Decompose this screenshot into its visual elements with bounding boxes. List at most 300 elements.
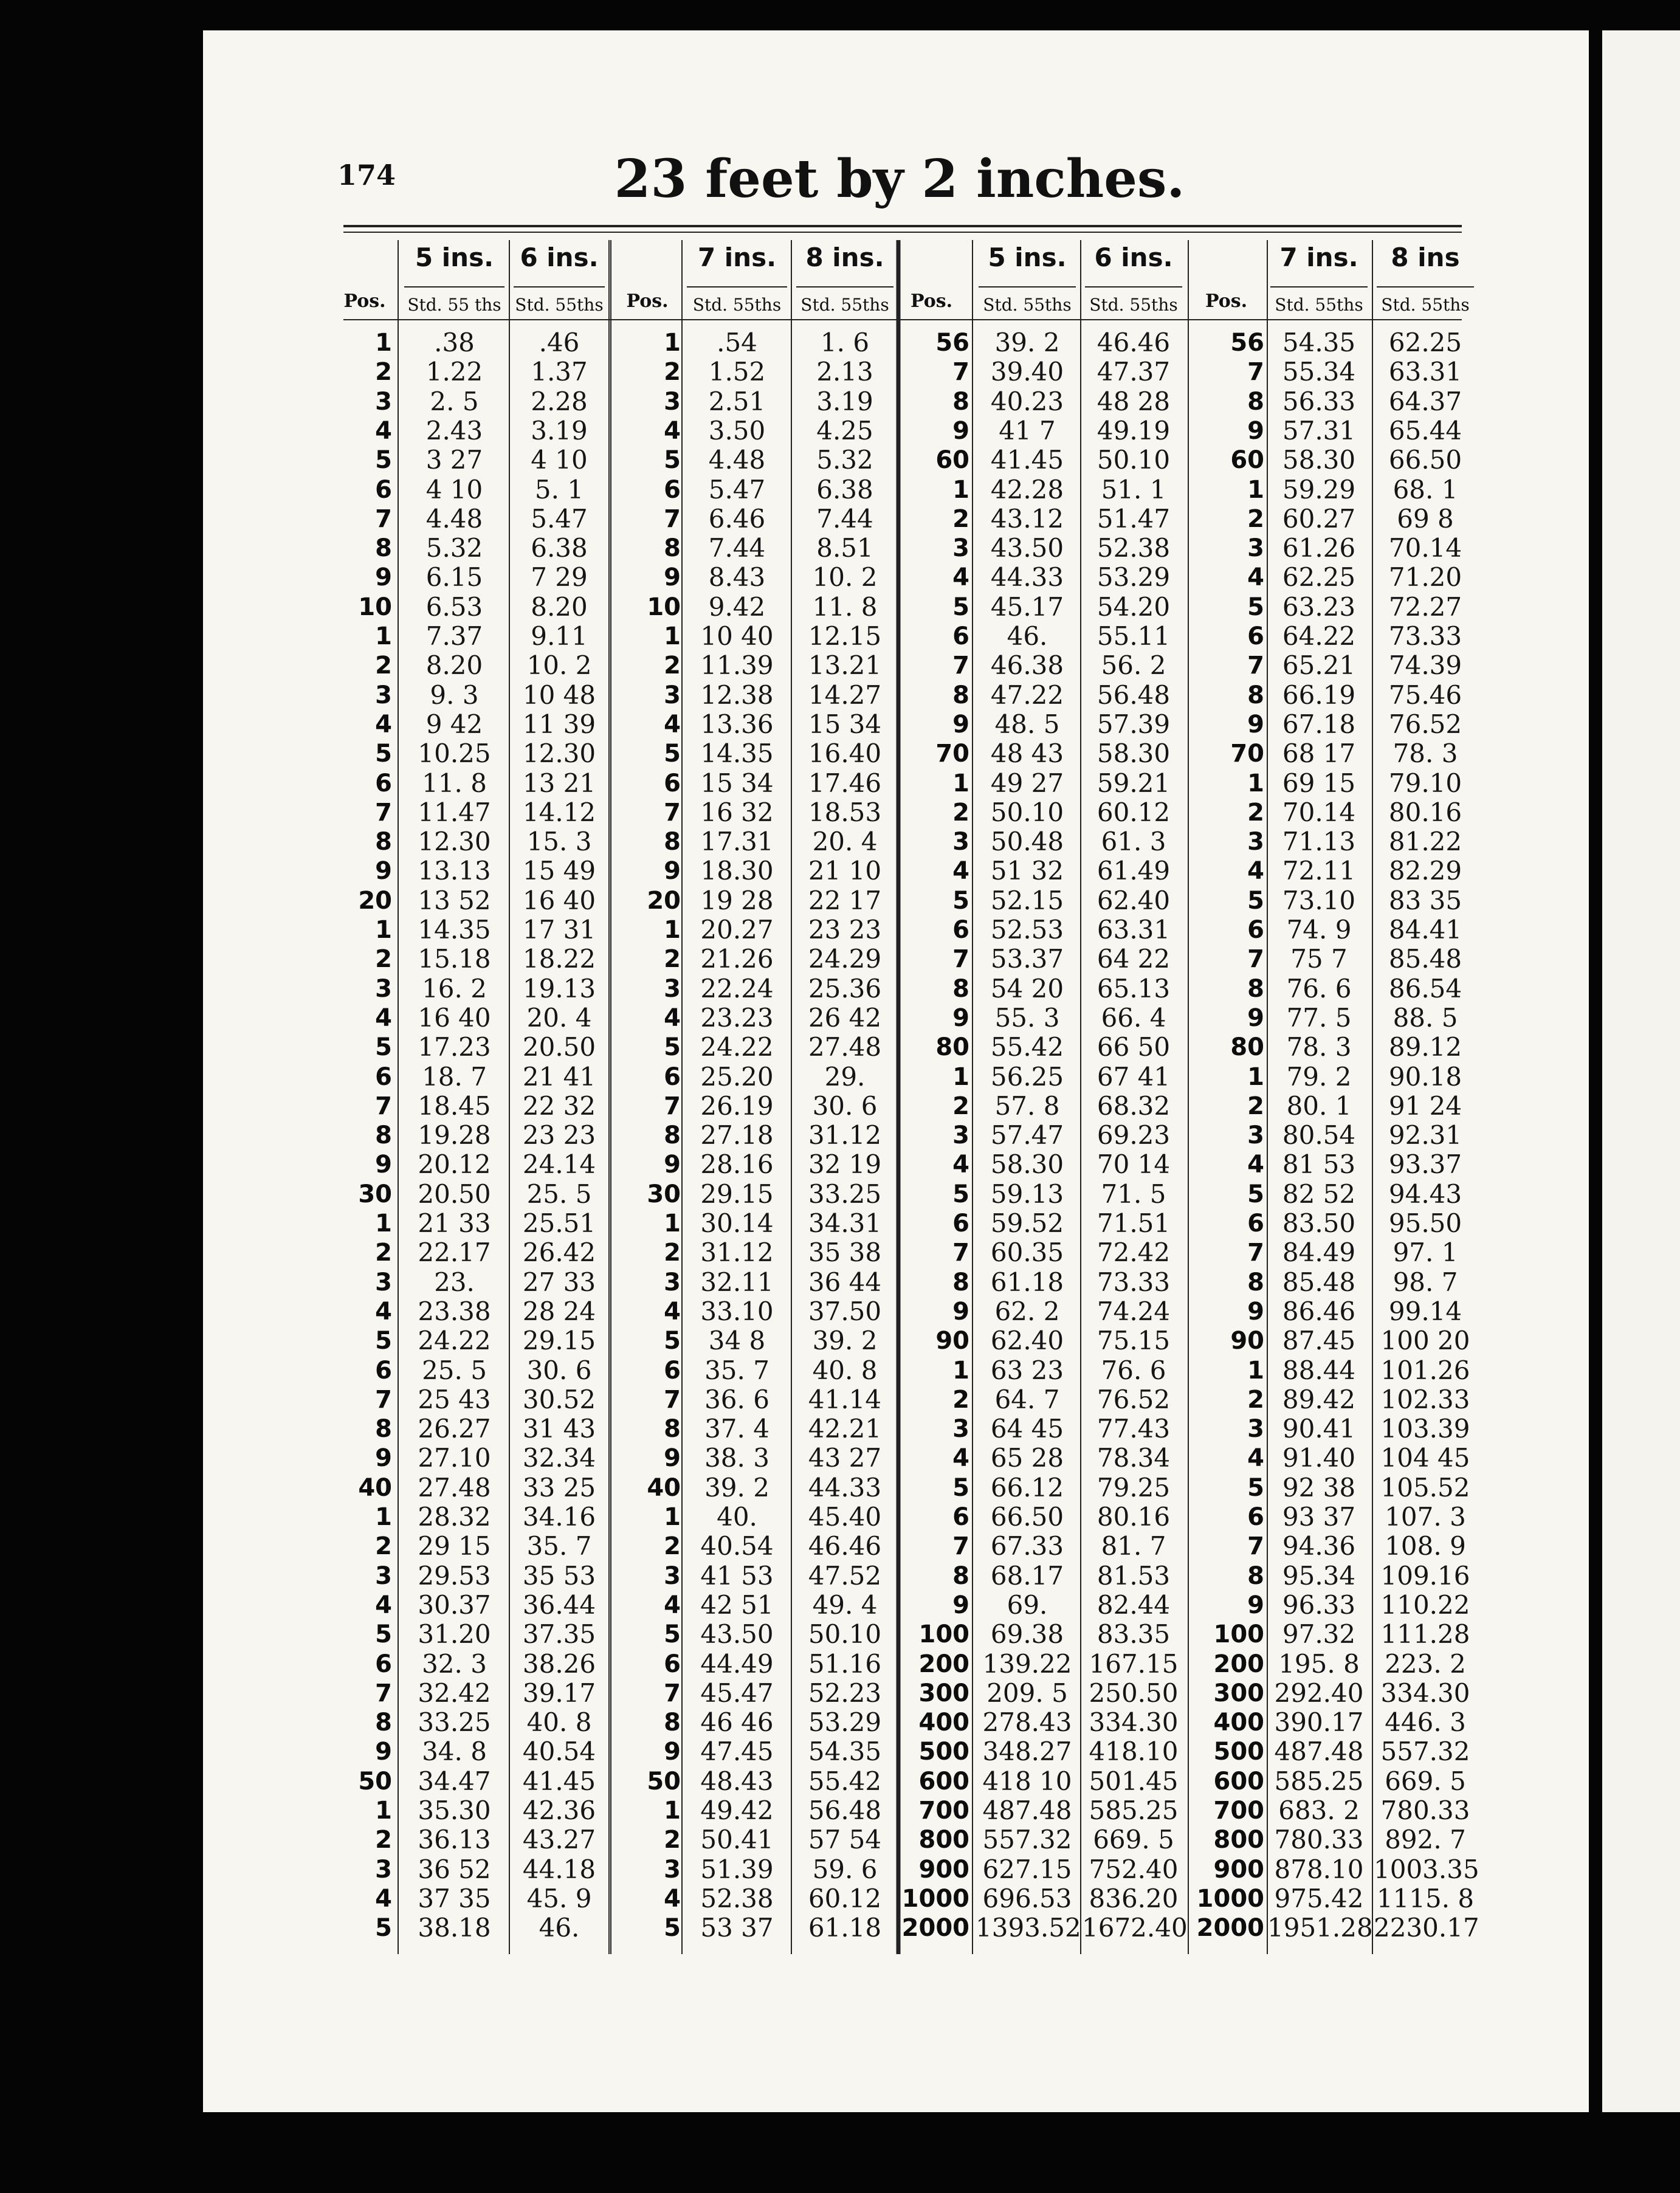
row-position: 7 [375, 1679, 392, 1707]
row-value: 52.38 [700, 1883, 774, 1913]
row-position: 5 [1247, 886, 1264, 915]
page-number: 174 [337, 159, 396, 191]
row-value: 50.41 [700, 1825, 774, 1855]
row-value: 111.28 [1380, 1619, 1470, 1650]
row-position: 4 [375, 1004, 392, 1032]
row-value: 24.22 [700, 1032, 774, 1062]
row-value: 32.34 [522, 1443, 596, 1473]
row-value: 27.18 [700, 1120, 774, 1151]
row-value: 83 35 [1388, 885, 1462, 915]
row-position: 5 [375, 1914, 392, 1943]
row-position: 4 [952, 1444, 969, 1473]
row-value: 139.22 [982, 1648, 1072, 1679]
row-value: 1003.35 [1374, 1854, 1479, 1884]
row-position: 100 [1213, 1620, 1264, 1649]
row-position: 5 [664, 1033, 681, 1062]
row-position: 1 [664, 622, 681, 650]
row-value: 51.39 [700, 1854, 774, 1884]
row-position: 1 [1247, 1356, 1264, 1385]
row-value: 78.34 [1096, 1443, 1171, 1473]
row-position: 2000 [1196, 1914, 1264, 1943]
row-value: 92.31 [1388, 1120, 1462, 1151]
row-position: 5 [1247, 1473, 1264, 1502]
row-position: 1000 [901, 1884, 969, 1913]
row-value: 55. 3 [994, 1002, 1060, 1033]
row-value: 14.12 [522, 797, 596, 827]
row-value: 79.25 [1096, 1472, 1171, 1503]
row-value: 30.52 [522, 1384, 596, 1414]
pos-header: Pos. [626, 291, 669, 312]
row-position: 5 [375, 1033, 392, 1062]
row-value: 57.39 [1096, 709, 1171, 739]
row-value: 1.37 [531, 357, 588, 387]
row-value: 9.42 [708, 591, 766, 622]
column-size-header: 6 ins. [1094, 243, 1173, 272]
row-value: 52.53 [990, 915, 1064, 945]
row-value: 47.45 [700, 1737, 774, 1767]
row-value: 69 8 [1397, 503, 1454, 534]
row-position: 1 [952, 1062, 969, 1091]
row-value: 56. 2 [1101, 650, 1166, 681]
row-value: 30. 6 [526, 1355, 592, 1385]
row-value: 54.35 [808, 1737, 882, 1767]
row-value: 52.23 [808, 1678, 882, 1708]
row-position: 10 [647, 593, 681, 621]
row-value: 73.10 [1282, 885, 1356, 915]
row-position: 3 [664, 681, 681, 709]
row-value: 18.53 [808, 797, 882, 827]
row-value: 95.50 [1388, 1208, 1462, 1238]
row-position: 5 [375, 740, 392, 768]
row-value: 53.29 [808, 1707, 882, 1738]
row-position: 1 [952, 769, 969, 797]
row-value: 2230.17 [1374, 1913, 1479, 1943]
row-value: 11.47 [418, 797, 491, 827]
row-position: 2 [664, 652, 681, 680]
row-value: 97.32 [1282, 1619, 1356, 1650]
row-value: 80.16 [1096, 1502, 1171, 1532]
row-position: 2 [664, 945, 681, 974]
row-value: 48 28 [1096, 386, 1171, 416]
row-position: 7 [952, 358, 969, 387]
row-position: 8 [952, 1561, 969, 1590]
row-value: 6.38 [816, 474, 873, 504]
row-value: 81 53 [1282, 1149, 1356, 1180]
pos-header: Pos. [910, 291, 953, 312]
row-value: 43.50 [700, 1619, 774, 1650]
row-value: 81.53 [1096, 1560, 1171, 1591]
row-position: 5 [664, 1914, 681, 1943]
row-value: 77. 5 [1286, 1002, 1352, 1033]
row-value: 26.42 [522, 1238, 596, 1268]
row-position: 3 [952, 828, 969, 856]
row-position: 2 [375, 1239, 392, 1267]
row-value: 35 53 [522, 1560, 596, 1591]
row-value: 70.14 [1282, 797, 1356, 827]
row-value: 669. 5 [1385, 1766, 1466, 1796]
row-value: 40. [717, 1502, 757, 1532]
row-value: 44.33 [808, 1472, 882, 1503]
row-value: 7.44 [816, 503, 873, 534]
row-value: 30.14 [700, 1208, 774, 1238]
row-position: 1 [375, 1503, 392, 1531]
row-value: 68.17 [990, 1560, 1064, 1591]
row-value: 878.10 [1274, 1854, 1364, 1884]
row-value: 22 17 [808, 885, 882, 915]
row-position: 9 [664, 1151, 681, 1179]
row-value: 41 7 [999, 415, 1056, 446]
row-position: 1 [1247, 475, 1264, 504]
row-value: 91.40 [1282, 1443, 1356, 1473]
row-value: 4.25 [816, 415, 873, 446]
row-position: 8 [375, 534, 392, 563]
row-position: 1 [664, 1797, 681, 1825]
row-position: 1 [1247, 1062, 1264, 1091]
row-value: 64.37 [1388, 386, 1462, 416]
row-position: 300 [1213, 1679, 1264, 1707]
row-value: 4 10 [425, 474, 483, 504]
row-value: 48 43 [990, 738, 1064, 769]
row-position: 2 [1247, 798, 1264, 827]
row-value: 24.29 [808, 944, 882, 974]
row-value: 79.10 [1388, 768, 1462, 798]
row-value: 47.22 [990, 680, 1064, 710]
row-value: 29 15 [418, 1531, 491, 1561]
row-position: 8 [1247, 681, 1264, 709]
row-value: 56.48 [808, 1795, 882, 1825]
row-position: 1 [375, 622, 392, 650]
row-value: .46 [539, 328, 580, 357]
row-position: 4 [952, 857, 969, 886]
row-value: 18.45 [418, 1090, 491, 1121]
row-value: 59.52 [990, 1208, 1064, 1238]
row-position: 4 [1247, 1151, 1264, 1179]
row-position: 6 [952, 1503, 969, 1531]
row-value: 195. 8 [1278, 1648, 1360, 1679]
row-value: 7.44 [708, 533, 766, 563]
row-value: 46.38 [990, 650, 1064, 681]
row-position: 1 [1247, 769, 1264, 797]
row-value: 70 14 [1096, 1149, 1171, 1180]
row-position: 9 [1247, 416, 1264, 445]
row-value: 585.25 [1089, 1795, 1179, 1825]
row-value: 14.27 [808, 680, 882, 710]
row-value: 94.43 [1388, 1179, 1462, 1209]
row-value: 6.46 [708, 503, 766, 534]
row-value: 334.30 [1089, 1707, 1179, 1738]
row-value: 88. 5 [1393, 1002, 1458, 1033]
row-position: 2 [664, 1826, 681, 1854]
column-unit-header: Std. 55ths [800, 295, 889, 315]
row-value: 48.43 [700, 1766, 774, 1796]
row-value: 683. 2 [1278, 1795, 1360, 1825]
row-position: 4 [1247, 857, 1264, 886]
row-value: 51 32 [990, 856, 1064, 886]
row-value: 11.39 [700, 650, 774, 681]
row-value: 45.40 [808, 1502, 882, 1532]
row-position: 8 [1247, 1561, 1264, 1590]
row-position: 7 [952, 945, 969, 974]
row-position: 9 [664, 1444, 681, 1473]
row-position: 10 [358, 593, 392, 621]
row-value: 53 37 [700, 1913, 774, 1943]
row-position: 700 [918, 1797, 969, 1825]
row-position: 3 [1247, 534, 1264, 563]
row-value: 75.46 [1388, 680, 1462, 710]
row-position: 500 [918, 1738, 969, 1766]
pos-header: Pos. [343, 291, 386, 312]
row-position: 3 [375, 974, 392, 1003]
row-value: 82 52 [1282, 1179, 1356, 1209]
row-value: 47.52 [808, 1560, 882, 1591]
row-value: 2.13 [816, 357, 873, 387]
row-position: 5 [375, 1327, 392, 1355]
row-value: 37 35 [418, 1883, 491, 1913]
row-value: 50.10 [990, 797, 1064, 827]
row-position: 3 [952, 1121, 969, 1150]
row-value: 975.42 [1274, 1883, 1364, 1913]
row-value: 25.51 [522, 1208, 596, 1238]
row-value: 418.10 [1089, 1737, 1179, 1767]
pos-header: Pos. [1205, 291, 1248, 312]
row-value: 29.15 [700, 1179, 774, 1209]
row-value: 29. [824, 1061, 866, 1092]
row-position: 8 [664, 828, 681, 856]
row-value: 292.40 [1274, 1678, 1364, 1708]
row-value: 107. 3 [1385, 1502, 1466, 1532]
row-position: 6 [664, 475, 681, 504]
row-value: 3 27 [425, 445, 483, 475]
row-value: 41.14 [808, 1384, 882, 1414]
row-position: 6 [1247, 1503, 1264, 1531]
row-value: 22.17 [418, 1238, 491, 1268]
row-position: 40 [358, 1473, 392, 1502]
row-value: 54 20 [990, 973, 1064, 1004]
row-value: 6.38 [531, 533, 588, 563]
row-position: 9 [952, 1591, 969, 1619]
row-value: 40.23 [990, 386, 1064, 416]
row-value: 18.30 [700, 856, 774, 886]
row-value: 87.45 [1282, 1326, 1356, 1356]
row-position: 3 [664, 387, 681, 416]
row-value: 49.19 [1096, 415, 1171, 446]
row-value: 69. [1007, 1589, 1048, 1620]
row-value: 33 25 [522, 1472, 596, 1503]
row-position: 50 [358, 1767, 392, 1795]
row-value: 780.33 [1380, 1795, 1470, 1825]
row-value: 18.22 [522, 944, 596, 974]
row-value: 22 32 [522, 1090, 596, 1121]
row-position: 56 [1230, 329, 1264, 357]
row-position: 8 [375, 1415, 392, 1444]
row-value: 56.25 [990, 1061, 1064, 1092]
row-value: 71. 5 [1101, 1179, 1166, 1209]
row-position: 8 [952, 681, 969, 709]
row-value: 57.31 [1282, 415, 1356, 446]
row-value: 12.30 [522, 738, 596, 769]
row-position: 2 [375, 945, 392, 974]
row-value: 42.21 [808, 1414, 882, 1444]
row-value: 29.15 [522, 1326, 596, 1356]
row-value: 17.31 [700, 827, 774, 857]
row-position: 8 [1247, 387, 1264, 416]
row-value: 25.20 [700, 1061, 774, 1092]
row-value: 84.49 [1282, 1238, 1356, 1268]
row-value: 101.26 [1380, 1355, 1470, 1385]
row-value: 66.50 [990, 1502, 1064, 1532]
row-value: 61.18 [990, 1267, 1064, 1297]
row-value: 4.48 [425, 503, 483, 534]
row-position: 300 [918, 1679, 969, 1707]
row-value: 55.42 [990, 1032, 1064, 1062]
row-value: 81. 7 [1101, 1531, 1166, 1561]
row-value: 42.36 [522, 1795, 596, 1825]
column-size-header: 6 ins. [520, 243, 599, 272]
row-value: 96.33 [1282, 1589, 1356, 1620]
row-position: 4 [1247, 563, 1264, 592]
row-value: 1951.28 [1267, 1913, 1373, 1943]
row-value: 3.19 [531, 415, 588, 446]
row-value: 32.11 [700, 1267, 774, 1297]
row-value: 35. 7 [526, 1531, 592, 1561]
row-value: 80.54 [1282, 1120, 1356, 1151]
row-position: 6 [1247, 1210, 1264, 1238]
row-value: 90.41 [1282, 1414, 1356, 1444]
row-value: 74. 9 [1286, 915, 1352, 945]
row-value: 5.47 [531, 503, 588, 534]
row-position: 6 [664, 1062, 681, 1091]
row-value: 15 34 [808, 709, 882, 739]
row-position: 100 [918, 1620, 969, 1649]
row-value: 6.15 [425, 562, 483, 593]
row-position: 9 [664, 563, 681, 592]
row-value: 64.22 [1282, 621, 1356, 651]
row-value: 86.46 [1282, 1296, 1356, 1326]
row-value: 53.29 [1096, 562, 1171, 593]
row-value: 627.15 [982, 1854, 1072, 1884]
row-value: 68 17 [1282, 738, 1356, 769]
row-value: 17 31 [522, 915, 596, 945]
row-value: 48. 5 [994, 709, 1060, 739]
row-value: 67.18 [1282, 709, 1356, 739]
row-position: 70 [935, 740, 969, 768]
column-unit-header: Std. 55ths [1275, 295, 1363, 315]
row-position: 2 [664, 358, 681, 387]
column-unit-header: Std. 55 ths [407, 295, 501, 315]
row-position: 9 [952, 710, 969, 738]
row-value: 5.32 [425, 533, 483, 563]
row-value: 64 22 [1096, 944, 1171, 974]
row-value: 20.27 [700, 915, 774, 945]
row-position: 5 [664, 1327, 681, 1355]
row-value: 76.52 [1388, 709, 1462, 739]
row-value: 62.25 [1388, 328, 1462, 357]
row-position: 9 [1247, 1004, 1264, 1032]
row-position: 5 [664, 446, 681, 475]
row-position: 6 [375, 475, 392, 504]
row-value: 45.47 [700, 1678, 774, 1708]
row-value: 34.16 [522, 1502, 596, 1532]
row-value: 7.37 [425, 621, 483, 651]
row-value: 85.48 [1282, 1267, 1356, 1297]
row-value: 6.53 [425, 591, 483, 622]
row-value: 2.51 [708, 386, 766, 416]
row-value: 92 38 [1282, 1472, 1356, 1503]
row-position: 5 [664, 740, 681, 768]
row-position: 9 [664, 857, 681, 886]
row-value: 31.12 [808, 1120, 882, 1151]
row-value: 487.48 [1274, 1737, 1364, 1767]
row-value: 25 43 [418, 1384, 491, 1414]
row-position: 3 [1247, 1121, 1264, 1150]
row-value: 49.42 [700, 1795, 774, 1825]
row-position: 1 [375, 329, 392, 357]
row-position: 4 [952, 1151, 969, 1179]
row-position: 2 [1247, 504, 1264, 533]
row-value: 32. 3 [422, 1648, 487, 1679]
row-position: 3 [1247, 1415, 1264, 1444]
row-position: 2 [375, 1532, 392, 1561]
row-position: 900 [1213, 1855, 1264, 1884]
row-position: 7 [1247, 945, 1264, 974]
row-value: 38.18 [418, 1913, 491, 1943]
row-position: 7 [664, 504, 681, 533]
row-position: 70 [1230, 740, 1264, 768]
row-value: 66.50 [1388, 445, 1462, 475]
row-position: 2 [664, 1532, 681, 1561]
row-value: 15 34 [700, 768, 774, 798]
row-position: 4 [952, 563, 969, 592]
row-value: 43.50 [990, 533, 1064, 563]
row-value: 37. 4 [704, 1414, 769, 1444]
row-value: 58.30 [1096, 738, 1171, 769]
row-position: 2 [375, 652, 392, 680]
row-value: 83.50 [1282, 1208, 1356, 1238]
row-value: 25. 5 [422, 1355, 487, 1385]
row-value: 16 40 [418, 1002, 491, 1033]
row-value: 31.12 [700, 1238, 774, 1268]
row-value: 66.12 [990, 1472, 1064, 1503]
row-value: 21.26 [700, 944, 774, 974]
row-value: 18. 7 [422, 1061, 487, 1092]
row-value: 57. 8 [994, 1090, 1060, 1121]
row-position: 1 [664, 329, 681, 357]
row-position: 4 [375, 710, 392, 738]
row-position: 8 [375, 1121, 392, 1150]
row-value: 67.33 [990, 1531, 1064, 1561]
row-position: 1 [952, 475, 969, 504]
row-value: 56.33 [1282, 386, 1356, 416]
row-value: 90.18 [1388, 1061, 1462, 1092]
row-value: 98. 7 [1393, 1267, 1458, 1297]
row-value: 64. 7 [994, 1384, 1060, 1414]
row-position: 1 [375, 1210, 392, 1238]
row-position: 90 [935, 1327, 969, 1355]
row-value: 34. 8 [422, 1737, 487, 1767]
row-value: 836.20 [1089, 1883, 1179, 1913]
row-value: 72.11 [1282, 856, 1356, 886]
row-position: 5 [1247, 1180, 1264, 1208]
row-value: 60.12 [1096, 797, 1171, 827]
row-value: 27.10 [418, 1443, 491, 1473]
row-value: 37.50 [808, 1296, 882, 1326]
row-value: 34.31 [808, 1208, 882, 1238]
row-position: 7 [375, 1385, 392, 1414]
row-value: 446. 3 [1385, 1707, 1466, 1738]
row-value: 65.44 [1388, 415, 1462, 446]
row-value: 11. 8 [812, 591, 878, 622]
row-position: 6 [1247, 916, 1264, 944]
